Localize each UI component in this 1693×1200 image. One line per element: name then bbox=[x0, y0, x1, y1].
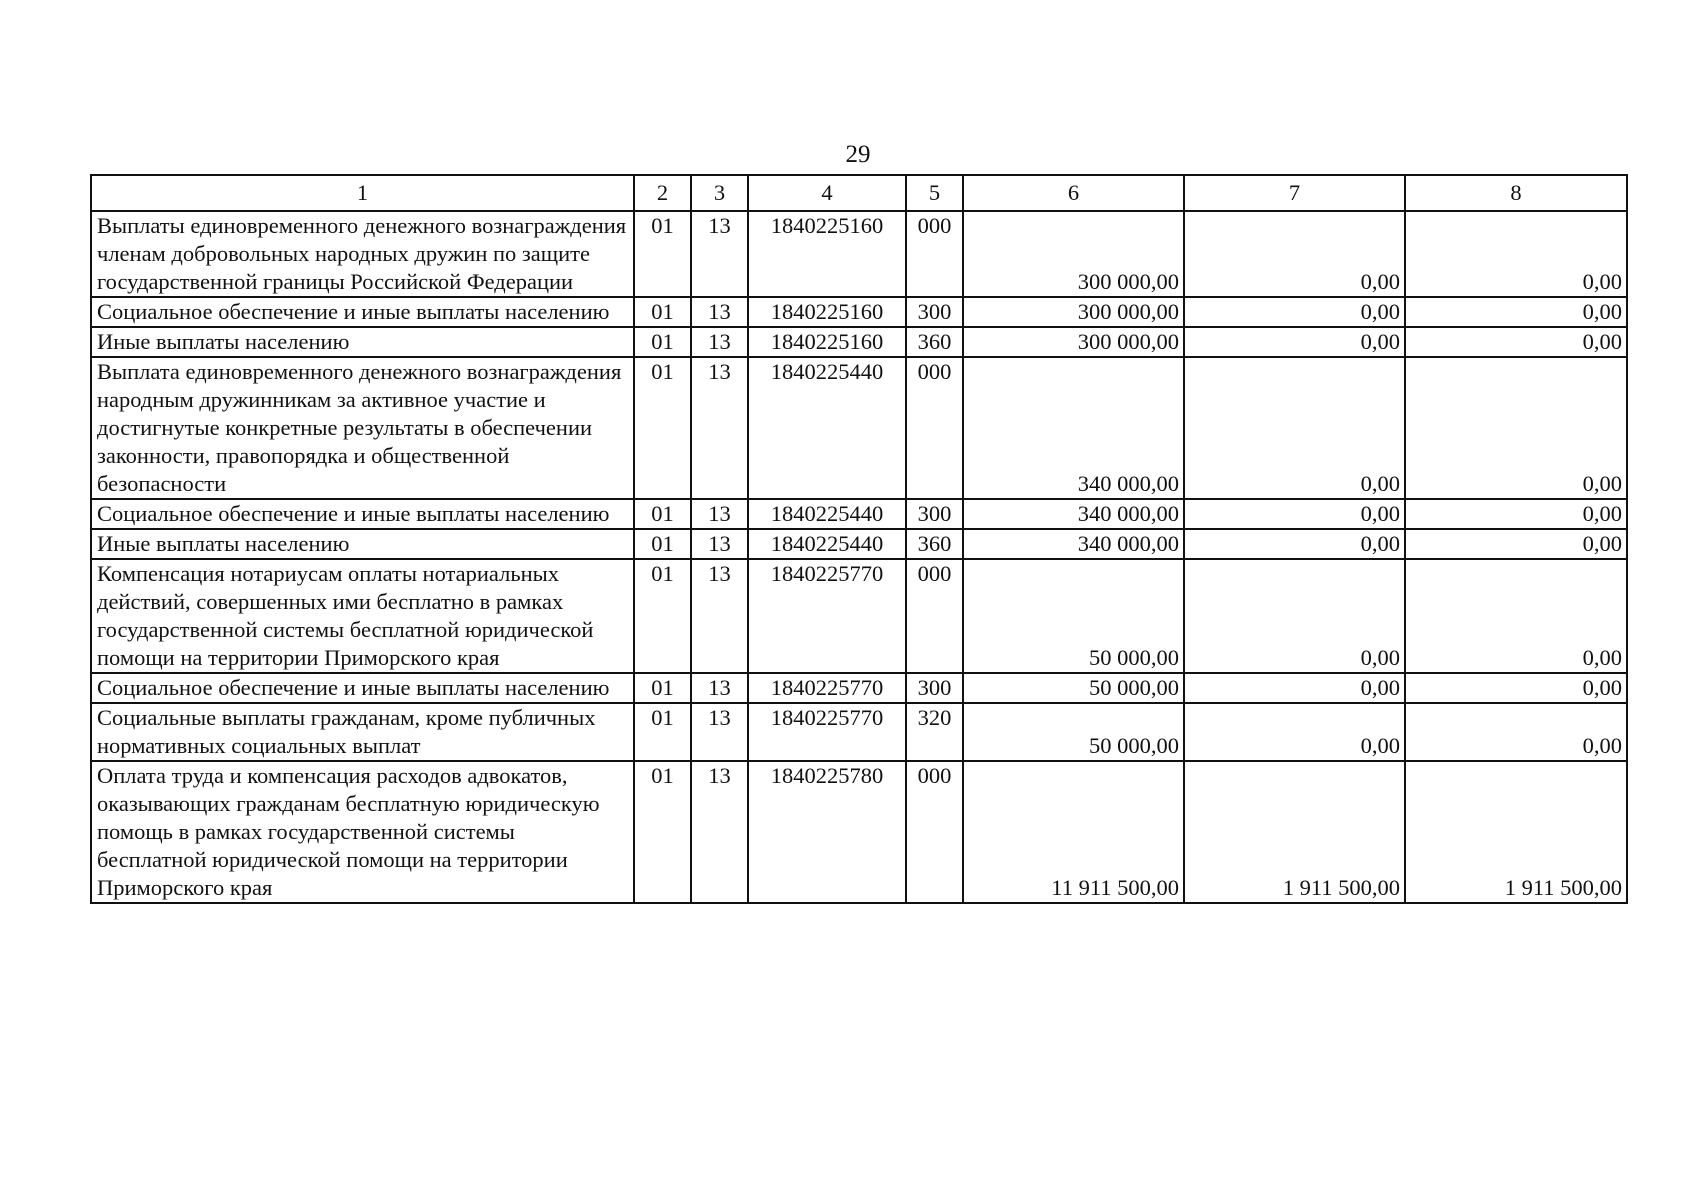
row-expense-type: 360 bbox=[906, 529, 963, 559]
row-section: 01 bbox=[634, 673, 691, 703]
row-name: Компенсация нотариусам оплаты нотариальных действий, совершенных ими бесплатно в рамках государственной системы бесплатной юридической помощи на территории Приморского края bbox=[91, 559, 634, 673]
table-row bbox=[91, 559, 1627, 673]
row-amount-7: 0,00 bbox=[1184, 327, 1405, 357]
row-amount-7: 0,00 bbox=[1184, 529, 1405, 559]
header-col-2: 2 bbox=[634, 175, 691, 211]
table-row bbox=[91, 357, 1627, 499]
row-target-article: 1840225440 bbox=[748, 499, 906, 529]
row-amount-8: 0,00 bbox=[1405, 297, 1627, 327]
row-name: Оплата труда и компенсация расходов адвокатов, оказывающих гражданам бесплатную юридическую помощь в рамках государственной системы бесплатной юридической помощи на территории Приморского края bbox=[91, 761, 634, 903]
row-subsection: 13 bbox=[691, 211, 748, 297]
header-col-4: 4 bbox=[748, 175, 906, 211]
row-subsection: 13 bbox=[691, 559, 748, 673]
row-expense-type: 320 bbox=[906, 703, 963, 761]
header-col-8: 8 bbox=[1405, 175, 1627, 211]
table-row bbox=[91, 211, 1627, 297]
row-amount-6: 300 000,00 bbox=[963, 297, 1184, 327]
row-amount-7: 0,00 bbox=[1184, 703, 1405, 761]
row-target-article: 1840225780 bbox=[748, 761, 906, 903]
row-amount-7: 0,00 bbox=[1184, 673, 1405, 703]
row-expense-type: 300 bbox=[906, 673, 963, 703]
row-amount-6: 50 000,00 bbox=[963, 673, 1184, 703]
row-expense-type: 000 bbox=[906, 211, 963, 297]
row-name: Социальное обеспечение и иные выплаты населению bbox=[91, 499, 634, 529]
row-amount-7: 0,00 bbox=[1184, 297, 1405, 327]
table-row bbox=[91, 761, 1627, 903]
table-row bbox=[91, 529, 1627, 559]
row-expense-type: 000 bbox=[906, 761, 963, 903]
row-amount-7: 0,00 bbox=[1184, 499, 1405, 529]
row-amount-6: 50 000,00 bbox=[963, 703, 1184, 761]
row-target-article: 1840225160 bbox=[748, 297, 906, 327]
row-section: 01 bbox=[634, 761, 691, 903]
row-expense-type: 000 bbox=[906, 357, 963, 499]
row-target-article: 1840225440 bbox=[748, 357, 906, 499]
header-col-1: 1 bbox=[91, 175, 634, 211]
header-col-3: 3 bbox=[691, 175, 748, 211]
row-amount-8: 1 911 500,00 bbox=[1405, 761, 1627, 903]
row-subsection: 13 bbox=[691, 703, 748, 761]
row-name: Иные выплаты населению bbox=[91, 529, 634, 559]
row-amount-8: 0,00 bbox=[1405, 357, 1627, 499]
row-target-article: 1840225440 bbox=[748, 529, 906, 559]
row-expense-type: 360 bbox=[906, 327, 963, 357]
row-subsection: 13 bbox=[691, 673, 748, 703]
table-row bbox=[91, 703, 1627, 761]
row-name: Иные выплаты населению bbox=[91, 327, 634, 357]
row-section: 01 bbox=[634, 327, 691, 357]
row-amount-6: 300 000,00 bbox=[963, 211, 1184, 297]
row-name: Выплата единовременного денежного вознаграждения народным дружинникам за активное участие и достигнутые конкретные результаты в обеспечении законности, правопорядка и общественной безопасности bbox=[91, 357, 634, 499]
row-amount-7: 0,00 bbox=[1184, 211, 1405, 297]
header-col-7: 7 bbox=[1184, 175, 1405, 211]
row-section: 01 bbox=[634, 703, 691, 761]
row-amount-7: 0,00 bbox=[1184, 559, 1405, 673]
row-expense-type: 300 bbox=[906, 499, 963, 529]
row-subsection: 13 bbox=[691, 499, 748, 529]
row-target-article: 1840225160 bbox=[748, 211, 906, 297]
row-section: 01 bbox=[634, 499, 691, 529]
row-amount-7: 1 911 500,00 bbox=[1184, 761, 1405, 903]
row-amount-8: 0,00 bbox=[1405, 673, 1627, 703]
row-target-article: 1840225770 bbox=[748, 703, 906, 761]
row-section: 01 bbox=[634, 559, 691, 673]
row-name: Социальные выплаты гражданам, кроме публичных нормативных социальных выплат bbox=[91, 703, 634, 761]
row-amount-8: 0,00 bbox=[1405, 529, 1627, 559]
row-section: 01 bbox=[634, 529, 691, 559]
row-expense-type: 000 bbox=[906, 559, 963, 673]
row-name: Выплаты единовременного денежного вознаграждения членам добровольных народных дружин по защите государственной границы Российской Федерации bbox=[91, 211, 634, 297]
row-amount-6: 300 000,00 bbox=[963, 327, 1184, 357]
row-amount-6: 340 000,00 bbox=[963, 529, 1184, 559]
budget-table bbox=[90, 174, 1628, 904]
row-amount-7: 0,00 bbox=[1184, 357, 1405, 499]
row-amount-8: 0,00 bbox=[1405, 327, 1627, 357]
row-subsection: 13 bbox=[691, 529, 748, 559]
table-row bbox=[91, 499, 1627, 529]
row-section: 01 bbox=[634, 297, 691, 327]
row-expense-type: 300 bbox=[906, 297, 963, 327]
table-row bbox=[91, 673, 1627, 703]
row-target-article: 1840225770 bbox=[748, 673, 906, 703]
table-row bbox=[91, 297, 1627, 327]
row-amount-6: 50 000,00 bbox=[963, 559, 1184, 673]
row-name: Социальное обеспечение и иные выплаты населению bbox=[91, 297, 634, 327]
row-subsection: 13 bbox=[691, 357, 748, 499]
row-subsection: 13 bbox=[691, 761, 748, 903]
page-number: 29 bbox=[845, 141, 871, 168]
header-col-6: 6 bbox=[963, 175, 1184, 211]
row-amount-8: 0,00 bbox=[1405, 211, 1627, 297]
row-section: 01 bbox=[634, 357, 691, 499]
row-amount-6: 340 000,00 bbox=[963, 499, 1184, 529]
table-row bbox=[91, 327, 1627, 357]
row-amount-8: 0,00 bbox=[1405, 703, 1627, 761]
row-amount-6: 340 000,00 bbox=[963, 357, 1184, 499]
row-target-article: 1840225770 bbox=[748, 559, 906, 673]
header-col-5: 5 bbox=[906, 175, 963, 211]
row-subsection: 13 bbox=[691, 297, 748, 327]
header-row bbox=[91, 175, 1627, 211]
row-target-article: 1840225160 bbox=[748, 327, 906, 357]
row-amount-6: 11 911 500,00 bbox=[963, 761, 1184, 903]
row-name: Социальное обеспечение и иные выплаты населению bbox=[91, 673, 634, 703]
row-section: 01 bbox=[634, 211, 691, 297]
row-amount-8: 0,00 bbox=[1405, 499, 1627, 529]
row-amount-8: 0,00 bbox=[1405, 559, 1627, 673]
row-subsection: 13 bbox=[691, 327, 748, 357]
